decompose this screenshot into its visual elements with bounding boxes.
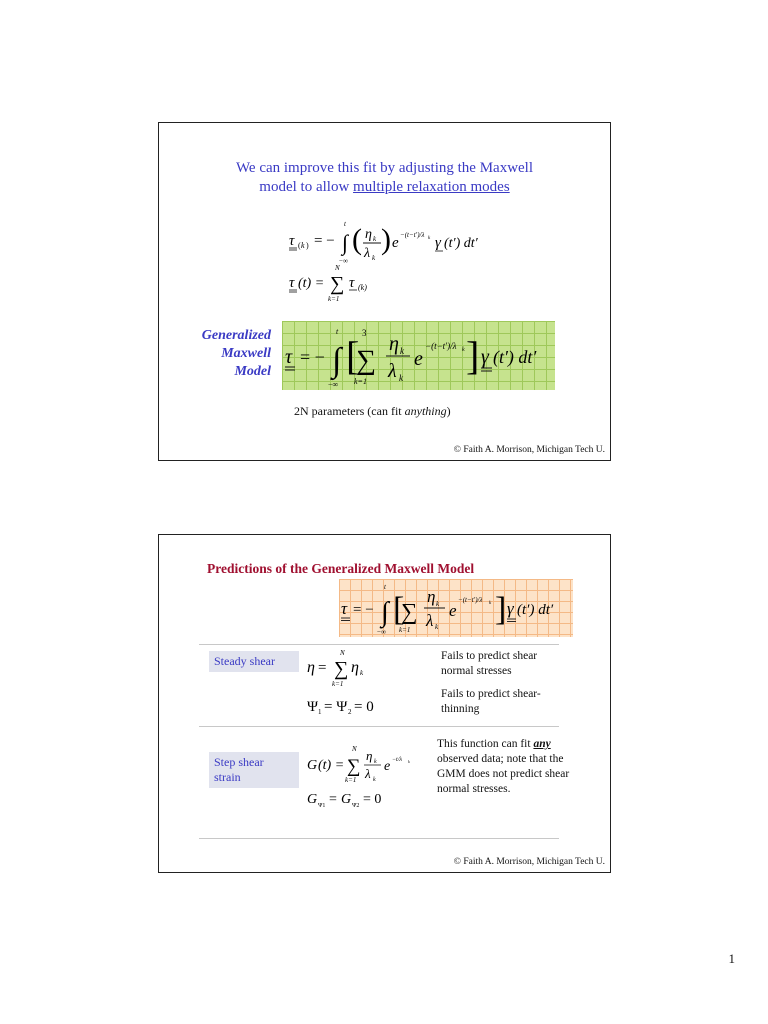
svg-text:γ: γ [481, 346, 489, 368]
step-shear-note-prefix: This function can fit [437, 738, 534, 750]
svg-text:(t′) dt′: (t′) dt′ [517, 602, 554, 618]
svg-text:τ: τ [289, 233, 295, 249]
svg-text:k=1: k=1 [399, 626, 411, 634]
svg-text:η: η [427, 587, 436, 606]
svg-text:−∞: −∞ [377, 628, 386, 636]
step-shear-strain-label [209, 752, 299, 788]
gmm-equation-box-orange [339, 579, 573, 637]
params-emphasis: anything [404, 404, 447, 418]
svg-text:e: e [392, 235, 399, 251]
svg-text:=: = [329, 792, 337, 807]
svg-text:k: k [372, 254, 376, 262]
svg-text:k: k [436, 600, 440, 608]
step-shear-equations [307, 743, 427, 819]
svg-text:= Ψ: = Ψ [324, 699, 348, 715]
svg-text:(t) =: (t) = [298, 276, 325, 291]
slide-2-footer: © Faith A. Morrison, Michigan Tech U. [453, 857, 605, 867]
steady-shear-note-2: Fails to predict shear-thinning [441, 688, 541, 715]
svg-text:3: 3 [362, 328, 367, 338]
svg-text:k: k [360, 669, 364, 677]
svg-text:1: 1 [318, 708, 322, 716]
svg-text:λ: λ [388, 360, 397, 382]
svg-text:]: ] [466, 333, 480, 378]
svg-text:−∞: −∞ [339, 257, 348, 265]
svg-text:G: G [307, 758, 318, 773]
svg-text:k=1: k=1 [345, 776, 357, 784]
svg-text:): ) [381, 223, 391, 256]
svg-text:k: k [374, 759, 377, 765]
svg-text:−(t−t′)/λ: −(t−t′)/λ [458, 596, 483, 604]
multiple-relaxation-modes-link: multiple relaxation modes [353, 179, 510, 195]
svg-text:k: k [435, 623, 439, 631]
svg-text:k=1: k=1 [354, 377, 367, 386]
svg-text:(k): (k) [358, 283, 367, 292]
svg-text:τ: τ [341, 599, 348, 618]
parameters-note [294, 404, 451, 419]
divider-middle [199, 726, 559, 727]
svg-text:(t) =: (t) = [318, 758, 345, 773]
svg-text:e: e [414, 348, 423, 370]
svg-text:= −: = − [300, 347, 325, 367]
svg-text:k: k [462, 347, 465, 353]
svg-text:−(t−t′)/λ: −(t−t′)/λ [425, 341, 457, 351]
svg-text:η: η [389, 333, 399, 355]
svg-text:e: e [384, 759, 391, 774]
svg-text:(t′) dt′: (t′) dt′ [493, 347, 537, 367]
svg-text:[: [ [393, 591, 405, 628]
slide-1-heading [159, 159, 610, 197]
divider-bottom [199, 838, 559, 839]
svg-text:λ: λ [426, 611, 434, 630]
svg-text:t: t [336, 327, 339, 336]
svg-text:= −: = − [353, 602, 374, 618]
heading-line-1: We can improve this fit by adjusting the Maxwell [235, 160, 534, 176]
params-prefix: 2N parameters (can fit [294, 404, 405, 418]
step-shear-label-line-1: Step shear [214, 755, 264, 769]
step-shear-note [437, 737, 587, 797]
svg-text:2: 2 [348, 708, 352, 716]
svg-text:[: [ [346, 333, 360, 378]
svg-text:−t/λ: −t/λ [392, 757, 402, 763]
svg-text:Ψ: Ψ [307, 699, 319, 715]
page-number: 1 [728, 951, 735, 966]
svg-text:e: e [449, 601, 457, 620]
svg-text:Ψ1: Ψ1 [318, 803, 326, 809]
step-shear-note-suffix: observed data; note that the GMM does not predict shear normal stresses. [437, 753, 570, 795]
svg-text:t: t [384, 583, 386, 591]
svg-text:]: ] [495, 591, 507, 628]
svg-text:G: G [341, 792, 352, 807]
svg-text:η: η [366, 748, 373, 763]
svg-text:∑: ∑ [334, 658, 349, 680]
slide-2 [158, 534, 611, 873]
svg-text:(t′) dt′: (t′) dt′ [444, 236, 478, 251]
svg-text:λ: λ [364, 246, 371, 261]
gmm-equation-box [282, 321, 555, 390]
steady-shear-label: Steady shear [209, 651, 299, 672]
equation-tau-k [287, 215, 487, 265]
gmm-equation-small [339, 579, 573, 637]
svg-text:η: η [351, 659, 359, 676]
svg-text:τ: τ [349, 275, 355, 291]
svg-text:η: η [365, 227, 372, 242]
svg-text:−∞: −∞ [328, 380, 339, 389]
svg-text:∑: ∑ [347, 756, 361, 777]
slide-2-title: Predictions of the Generalized Maxwell Model [207, 561, 475, 576]
svg-text:k: k [489, 601, 492, 606]
svg-text:∑: ∑ [356, 345, 376, 376]
svg-text:∑: ∑ [401, 599, 418, 624]
svg-text:γ: γ [507, 599, 514, 618]
svg-text:N: N [352, 745, 357, 753]
svg-text:): ) [306, 241, 309, 250]
svg-text:k=1: k=1 [328, 295, 340, 303]
svg-text:k: k [408, 759, 410, 764]
svg-text:= 0: = 0 [354, 699, 374, 715]
gmm-equation [282, 321, 555, 390]
svg-text:λ: λ [365, 766, 371, 781]
divider-top [199, 644, 559, 645]
svg-text:k: k [399, 373, 403, 383]
slide-1-footer: © Faith A. Morrison, Michigan Tech U. [453, 445, 605, 455]
svg-text:t: t [344, 220, 346, 228]
svg-text:η: η [307, 659, 315, 676]
svg-text:∑: ∑ [330, 273, 345, 295]
svg-text:τ: τ [285, 346, 293, 368]
svg-text:∫: ∫ [332, 342, 342, 379]
step-shear-label-line-2: strain [214, 770, 241, 784]
svg-text:= 0: = 0 [363, 792, 382, 807]
svg-text:= −: = − [314, 233, 335, 249]
heading-line-2-prefix: model to allow [259, 179, 354, 195]
svg-text:k: k [373, 777, 376, 783]
params-suffix: ) [446, 404, 451, 418]
generalized-maxwell-model-label [189, 327, 271, 381]
svg-text:(: ( [352, 223, 362, 256]
label-model: Model [234, 364, 271, 379]
slide-1 [158, 122, 611, 461]
svg-text:(: ( [298, 241, 301, 250]
label-generalized: Generalized [201, 328, 271, 343]
svg-text:k: k [301, 241, 305, 250]
svg-text:∫: ∫ [342, 230, 349, 255]
svg-text:Ψ2: Ψ2 [352, 803, 360, 809]
svg-text:τ: τ [289, 275, 295, 291]
equation-tau-sum [287, 263, 427, 303]
svg-text:k: k [373, 235, 377, 243]
svg-text:k: k [400, 346, 404, 356]
steady-shear-note-1: Fails to predict shear normal stresses [441, 650, 538, 677]
steady-shear-equations [307, 647, 407, 727]
svg-text:k: k [428, 236, 431, 241]
svg-text:G: G [307, 792, 318, 807]
label-maxwell: Maxwell [221, 346, 271, 361]
step-shear-note-emphasis: any [533, 738, 551, 750]
svg-text:−(t−t′)/λ: −(t−t′)/λ [400, 231, 425, 239]
svg-text:k=1: k=1 [332, 680, 344, 688]
svg-text:∫: ∫ [381, 597, 389, 628]
svg-text:=: = [318, 660, 327, 676]
svg-text:γ: γ [435, 235, 441, 251]
svg-text:N: N [340, 649, 345, 657]
svg-text:N: N [335, 264, 340, 272]
